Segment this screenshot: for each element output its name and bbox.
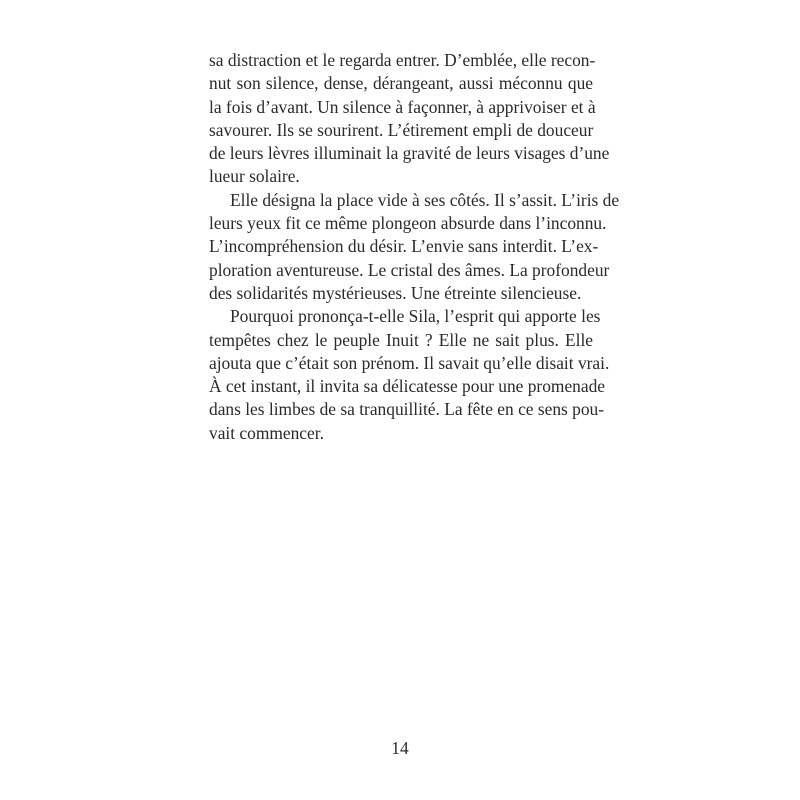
text-line: savourer. Ils se sourirent. L’étirement empli de douceur bbox=[209, 119, 594, 140]
text-line: des solidarités mystérieuses. Une étreinte silencieuse. bbox=[209, 282, 582, 303]
text-line: sa distraction et le regarda entrer. D’emblée, elle recon- bbox=[209, 50, 596, 70]
text-line: de leurs lèvres illuminait la gravité de leurs visages d’une bbox=[209, 143, 610, 164]
text-line: Pourquoi prononça-t-elle Sila, l’esprit qui apporte les bbox=[230, 306, 601, 327]
body-text bbox=[209, 49, 620, 445]
text-line: nut son silence, dense, dérangeant, aussi méconnu que bbox=[209, 73, 593, 94]
text-line: la fois d’avant. Un silence à façonner, à apprivoiser et à bbox=[209, 96, 596, 117]
paragraph-1 bbox=[209, 49, 610, 189]
text-line: À cet instant, il invita sa délicatesse pour une promenade bbox=[209, 376, 605, 397]
text-line: L’incompréhension du désir. L’envie sans interdit. L’ex- bbox=[209, 236, 599, 257]
text-line: dans les limbes de sa tranquillité. La fête en ce sens pou- bbox=[209, 399, 605, 420]
page-number: 14 bbox=[391, 738, 409, 758]
text-line: tempêtes chez le peuple Inuit ? Elle ne sait plus. Elle bbox=[209, 329, 593, 350]
paragraph-2 bbox=[209, 189, 620, 305]
text-line: Elle désigna la place vide à ses côtés. Il s’assit. L’iris de bbox=[230, 189, 620, 210]
text-line: ploration aventureuse. Le cristal des âmes. La profondeur bbox=[209, 259, 610, 280]
paragraph-3 bbox=[209, 305, 610, 445]
text-line: ajouta que c’était son prénom. Il savait qu’elle disait vrai. bbox=[209, 352, 610, 373]
text-line: lueur solaire. bbox=[209, 166, 300, 187]
text-line: leurs yeux fit ce même plongeon absurde dans l’inconnu. bbox=[209, 213, 607, 234]
text-line: vait commencer. bbox=[209, 422, 324, 443]
